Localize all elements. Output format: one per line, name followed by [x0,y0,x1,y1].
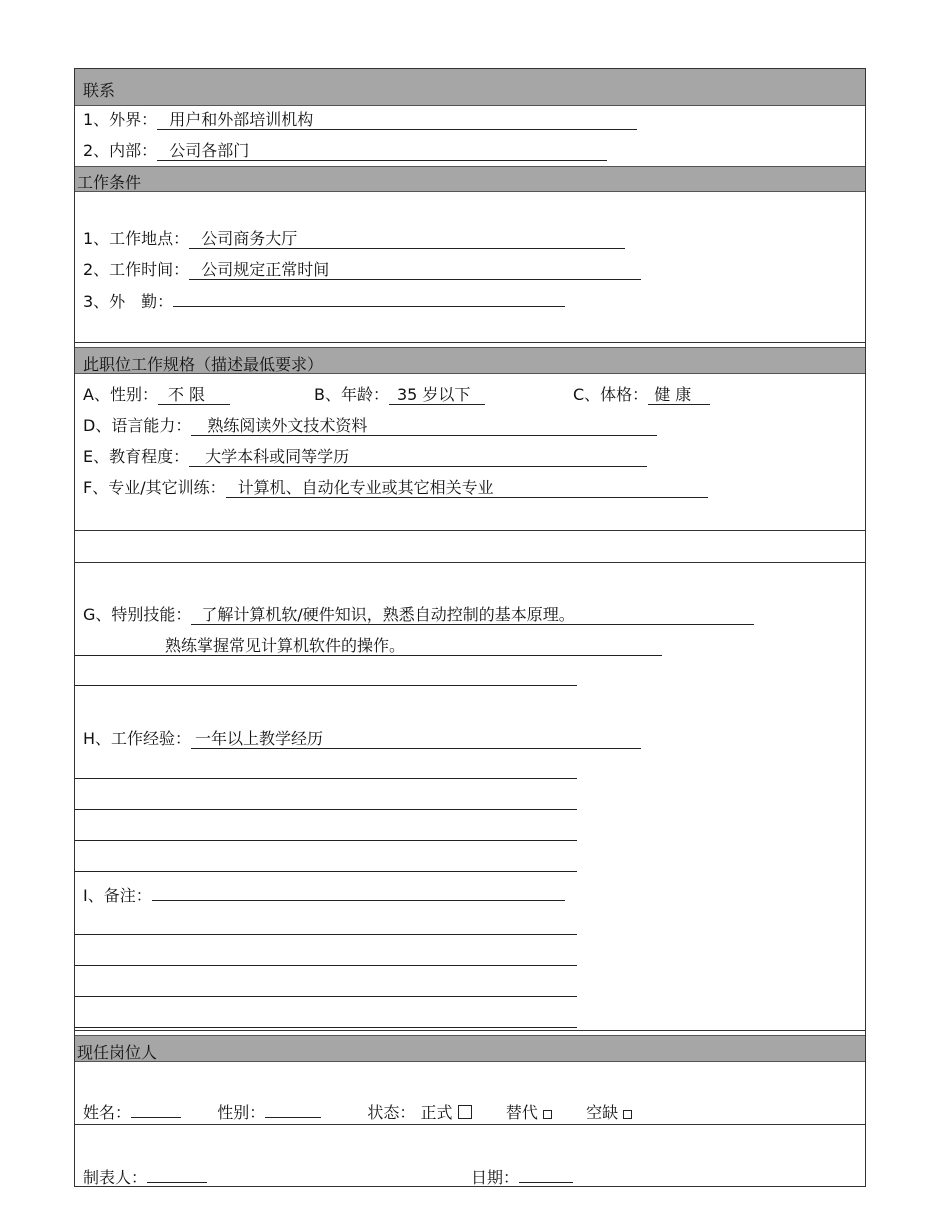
special-skills-row-2 [75,636,662,656]
divider [75,1030,865,1031]
contact-internal-row [83,141,607,161]
physique-requirement [573,385,710,405]
work-experience-row [83,729,641,749]
divider [75,342,865,343]
major-requirement [83,478,708,498]
gender-requirement-field[interactable] [158,386,230,405]
contact-external-field[interactable] [157,111,637,130]
status-vacant-label: 空缺 [586,1103,619,1122]
gender-requirement [83,385,230,405]
physique-requirement-field[interactable] [648,386,710,405]
major-requirement-value: 计算机、自动化专业或其它相关专业 [237,478,494,497]
preparer-label: 制表人： [83,1168,148,1187]
education-requirement-label: E、教育程度： [83,447,190,466]
status-substitute-checkbox[interactable] [543,1110,552,1119]
remarks-row [83,884,565,906]
status-substitute-label: 替代 [505,1103,538,1122]
work-conditions-title: 工作条件 [77,173,142,192]
age-requirement [314,385,485,405]
blank-line[interactable] [75,840,577,841]
contact-internal-value: 公司各部门 [169,141,250,160]
remarks-label: I、备注： [83,886,152,905]
divider [75,1124,865,1125]
remarks-field[interactable] [152,884,565,901]
language-requirement-field[interactable] [191,417,657,436]
physique-requirement-value: 健 康 [654,385,692,404]
major-requirement-field[interactable] [226,479,708,498]
date-field[interactable] [519,1166,573,1183]
contact-external-label: 1、外界： [83,110,158,129]
work-location-row [83,229,625,249]
preparer-row [83,1166,207,1188]
job-description-form [74,68,866,1187]
work-location-label: 1、工作地点： [83,229,190,248]
blank-line[interactable] [75,965,577,966]
status-formal-checkbox[interactable] [458,1105,472,1119]
blank-line[interactable] [75,871,577,872]
work-hours-label: 2、工作时间： [83,260,190,279]
blank-line[interactable] [75,809,577,810]
special-skills-value: 了解计算机软/硬件知识，熟悉自动控制的基本原理。 [201,605,575,624]
age-requirement-value: 35 岁以下 [396,385,471,404]
contact-external-row [83,110,637,130]
work-experience-value: 一年以上教学经历 [195,729,324,748]
gender-requirement-value: 不 限 [167,385,206,404]
incumbent-name-field[interactable] [131,1101,181,1118]
education-requirement [83,447,647,467]
work-hours-row [83,260,641,280]
work-experience-field[interactable] [191,730,641,749]
field-work-field[interactable] [173,290,565,307]
section-header-incumbent [75,1035,865,1062]
age-requirement-label: B、年龄： [314,385,389,404]
incumbent-status-label: 状态： [367,1103,416,1122]
blank-line[interactable] [75,778,577,779]
blank-line[interactable] [75,685,577,686]
gender-requirement-label: A、性别： [83,385,158,404]
blank-line[interactable] [75,996,577,997]
physique-requirement-label: C、体格： [573,385,649,404]
work-location-value: 公司商务大厅 [201,229,298,248]
work-hours-value: 公司规定正常时间 [201,260,330,279]
status-vacant-checkbox[interactable] [623,1110,632,1119]
preparer-field[interactable] [147,1166,207,1183]
major-requirement-label: F、专业/其它训练： [83,478,226,497]
work-location-field[interactable] [189,230,625,249]
section-header-requirements [75,347,865,374]
special-skills-row [83,605,754,625]
incumbent-row [83,1101,632,1123]
special-skills-field-2[interactable] [75,637,662,656]
contact-title: 联系 [83,81,116,100]
special-skills-value-2: 熟练掌握常见计算机软件的操作。 [165,636,406,655]
date-row [471,1166,573,1188]
contact-internal-field[interactable] [157,142,607,161]
work-hours-field[interactable] [189,261,641,280]
language-requirement-value: 熟练阅读外文技术资料 [207,416,368,435]
incumbent-name-label: 姓名： [83,1103,132,1122]
incumbent-gender-field[interactable] [265,1101,321,1118]
education-requirement-value: 大学本科或同等学历 [205,447,350,466]
divider [75,530,865,531]
contact-external-value: 用户和外部培训机构 [169,110,314,129]
divider [75,562,865,563]
date-label: 日期： [471,1168,520,1187]
incumbent-title: 现任岗位人 [77,1043,158,1062]
special-skills-field[interactable] [191,606,754,625]
field-work-row [83,290,565,312]
language-requirement [83,416,657,436]
work-experience-label: H、工作经验： [83,729,192,748]
blank-line[interactable] [75,934,577,935]
blank-line[interactable] [75,1027,577,1028]
section-header-work-conditions [75,166,865,192]
language-requirement-label: D、语言能力： [83,416,192,435]
contact-internal-label: 2、内部： [83,141,158,160]
age-requirement-field[interactable] [389,386,485,405]
section-header-contact [75,69,865,106]
status-formal-label: 正式 [420,1103,453,1122]
incumbent-gender-label: 性别： [217,1103,266,1122]
education-requirement-field[interactable] [189,448,647,467]
special-skills-label: G、特别技能： [83,605,192,624]
field-work-label: 3、外 勤： [83,292,174,311]
requirements-title: 此职位工作规格（描述最低要求） [83,355,324,374]
